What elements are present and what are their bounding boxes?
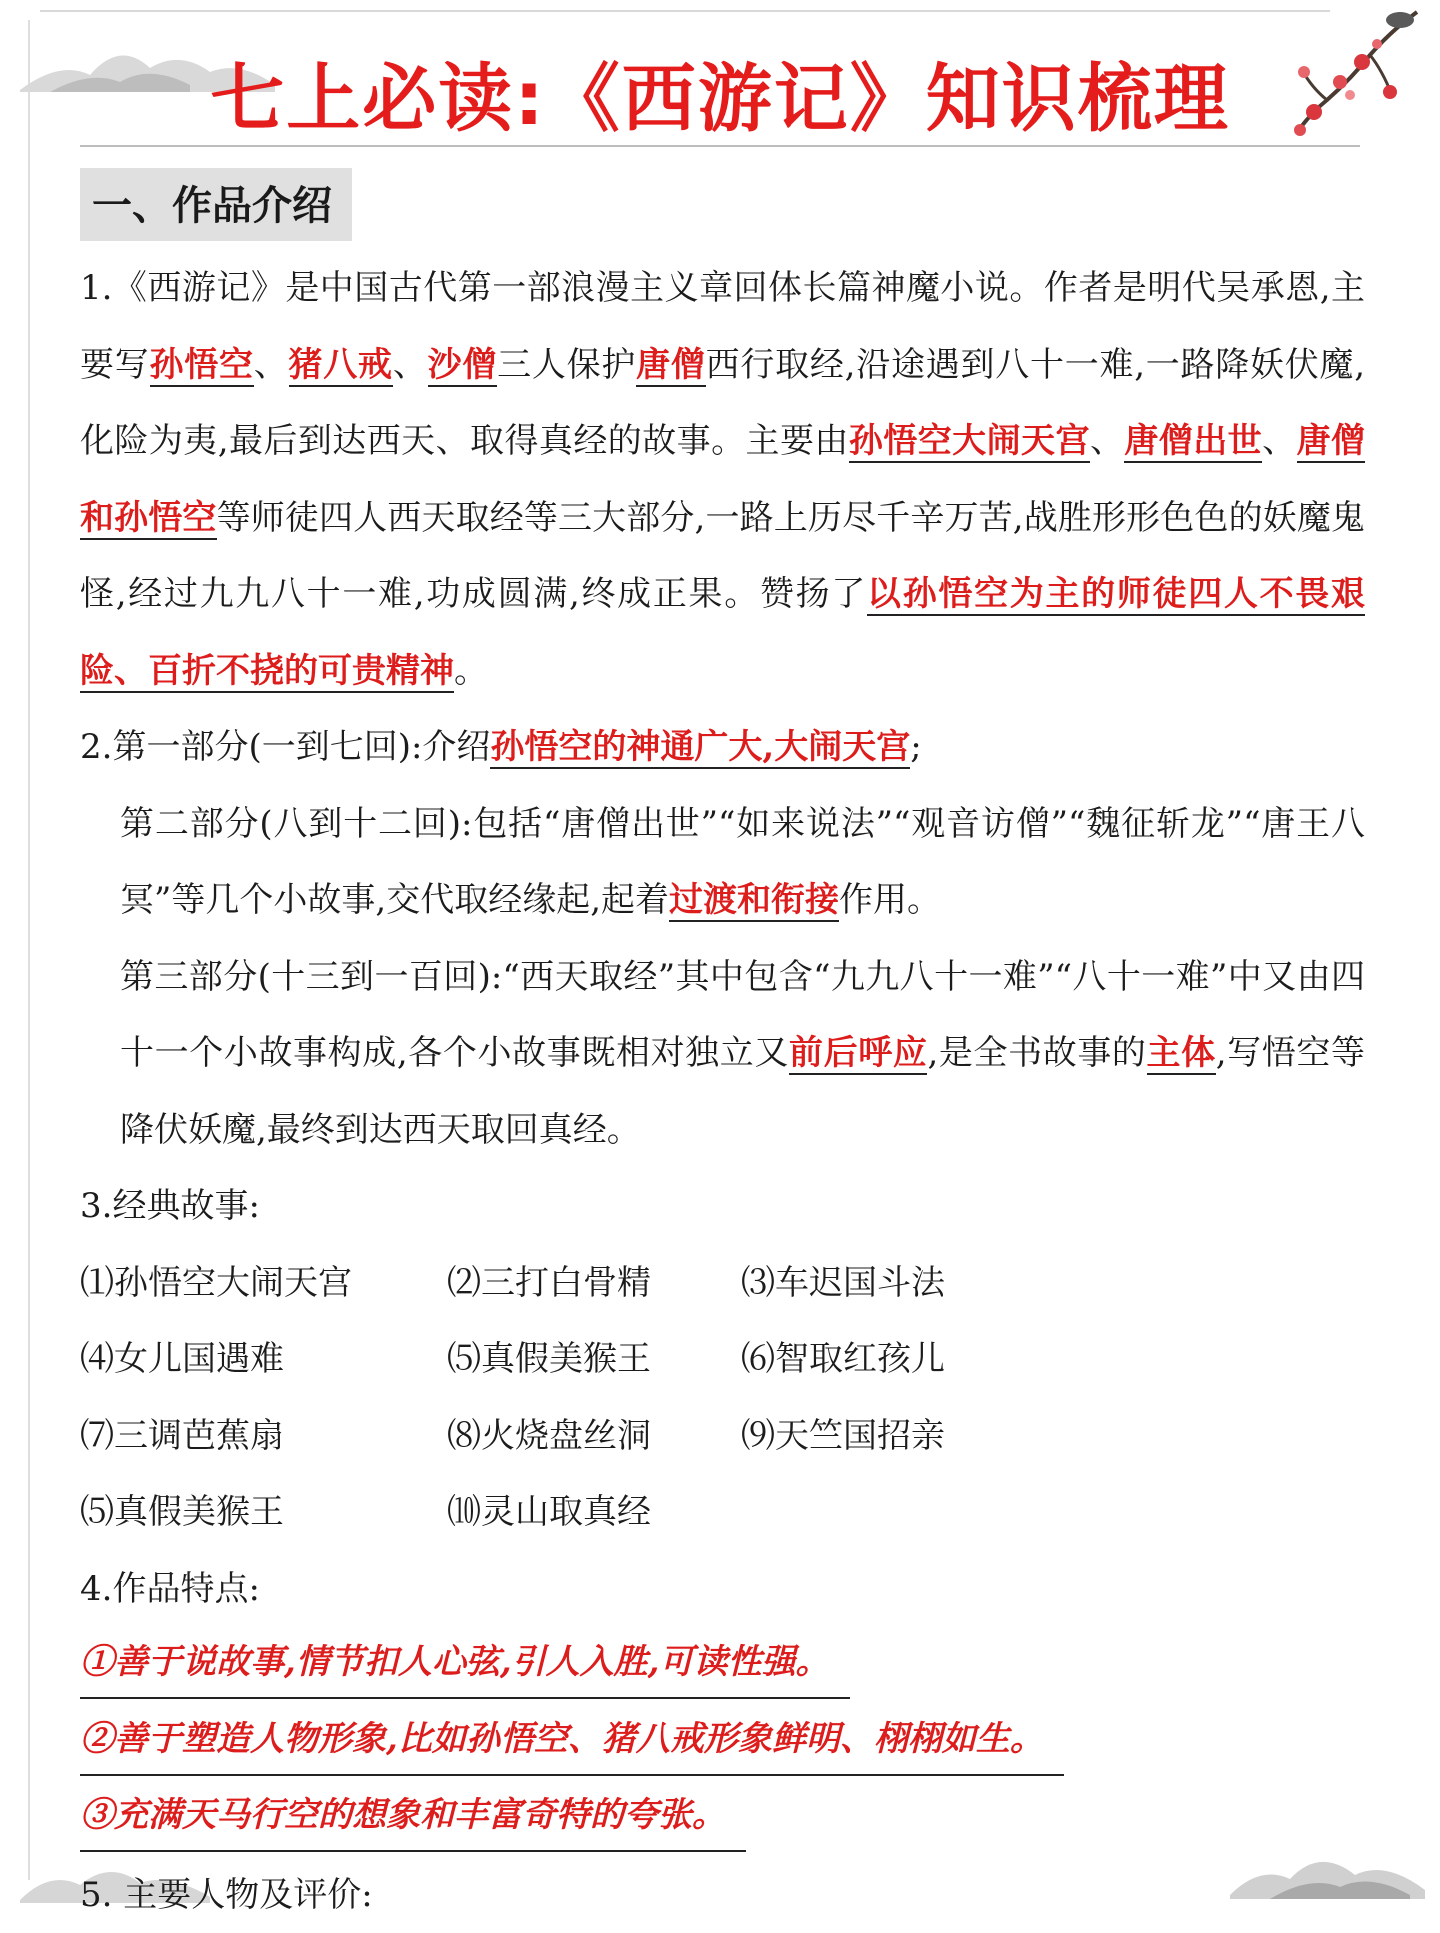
story-item: ⑶车迟国斗法 [741,1245,1041,1322]
section-heading: 一、作品介绍 [80,168,352,241]
story-item: ⑺三调芭蕉扇 [80,1398,447,1475]
story-item [741,1474,1041,1551]
stories-list [80,1245,1365,1551]
paragraph-4: 第三部分(十三到一百回):“西天取经”其中包含“九九八十一难”“八十一难”中又由四十一个小故事构成,各个小故事既相对独立又前后呼应,是全书故事的主体,写悟空等降伏妖魔,最终到达西天取回真经。 [80,939,1365,1169]
story-item: ⑹智取红孩儿 [741,1321,1041,1398]
feature-item: ②善于塑造人物形象,比如孙悟空、猪八戒形象鲜明、栩栩如生。 [80,1704,1064,1776]
paragraph-1: 1.《西游记》是中国古代第一部浪漫主义章回体长篇神魔小说。作者是明代吴承恩,主要写孙悟空、猪八戒、沙僧三人保护唐僧西行取经,沿途遇到八十一难,一路降妖伏魔,化险为夷,最后到达西天、取得真经的故事。主要由孙悟空大闹天宫、唐僧出世、唐僧和孙悟空等师徒四人西天取经等三大部分,一路上历尽千辛万苦,战胜形形色色的妖魔鬼怪,经过九九八十一难,功成圆满,终成正果。赞扬了以孙悟空为主的师徒四人不畏艰险、百折不挠的可贵精神。 [80,250,1365,709]
next-section-label: 5. 主要人物及评价: [80,1857,1365,1933]
frame-left-line [28,20,30,1880]
feature-row [80,1627,1365,1704]
title-divider [80,145,1360,147]
story-item: ⑸真假美猴王 [447,1321,741,1398]
paragraph-2: 2.第一部分(一到七回):介绍孙悟空的神通广大,大闹天宫; [80,709,1365,786]
feature-row [80,1780,1365,1857]
story-item: ⑼天竺国招亲 [741,1398,1041,1475]
story-item: ⑻火烧盘丝洞 [447,1398,741,1475]
story-item: ⑷女儿国遇难 [80,1321,447,1398]
features-label: 4.作品特点: [80,1551,1365,1628]
frame-top-line [40,10,1330,12]
stories-label: 3.经典故事: [80,1168,1365,1245]
feature-row [80,1704,1365,1781]
feature-item: ③充满天马行空的想象和丰富奇特的夸张。 [80,1780,746,1852]
feature-item: ①善于说故事,情节扣人心弦,引人入胜,可读性强。 [80,1627,850,1699]
page-title: 七上必读:《西游记》知识梳理 [0,40,1440,146]
paragraph-3: 第二部分(八到十二回):包括“唐僧出世”“如来说法”“观音访僧”“魏征斩龙”“唐王八冥”等几个小故事,交代取经缘起,起着过渡和衔接作用。 [80,786,1365,939]
story-item: ⑸真假美猴王 [80,1474,447,1551]
content-body [80,250,1365,1933]
story-item: ⑽灵山取真经 [447,1474,741,1551]
story-item: ⑴孙悟空大闹天宫 [80,1245,447,1322]
story-item: ⑵三打白骨精 [447,1245,741,1322]
